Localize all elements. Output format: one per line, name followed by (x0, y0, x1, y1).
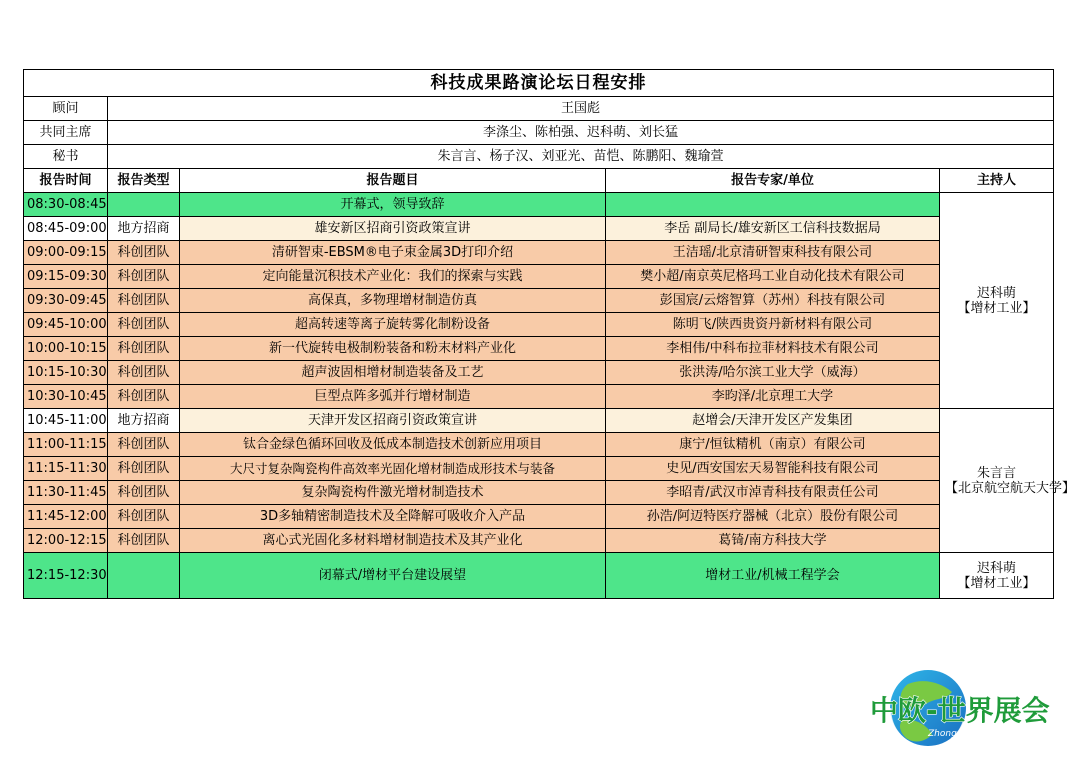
row-expert: 李相伟/中科布拉菲材料技术有限公司 (606, 337, 940, 361)
row-topic: 开幕式，领导致辞 (180, 193, 606, 217)
secretary-label: 秘书 (24, 145, 108, 169)
row-time: 09:45-10:00 (24, 313, 108, 337)
row-type: 科创团队 (108, 385, 180, 409)
row-type (108, 193, 180, 217)
schedule-row (24, 481, 1054, 505)
row-time: 12:00-12:15 (24, 529, 108, 553)
schedule-row (24, 457, 1054, 481)
schedule-row (24, 505, 1054, 529)
row-expert: 赵增会/天津开发区产发集团 (606, 409, 940, 433)
header-topic: 报告题目 (180, 169, 606, 193)
header-type: 报告类型 (108, 169, 180, 193)
row-topic: 超声波固相增材制造装备及工艺 (180, 361, 606, 385)
row-time: 11:15-11:30 (24, 457, 108, 481)
host-cell (940, 553, 1054, 599)
schedule-row (24, 241, 1054, 265)
row-type: 地方招商 (108, 409, 180, 433)
row-expert: 陈明飞/陕西贵资丹新材料有限公司 (606, 313, 940, 337)
meta-row-advisor (24, 97, 1054, 121)
row-time: 11:00-11:15 (24, 433, 108, 457)
meta-row-chairs (24, 121, 1054, 145)
host-cell (940, 193, 1054, 409)
row-time: 10:15-10:30 (24, 361, 108, 385)
host-org: 【增材工业】 (957, 575, 1036, 591)
schedule-row (24, 385, 1054, 409)
logo-text: 中欧-世界展会 (870, 694, 1050, 727)
row-expert: 康宁/恒钛精机（南京）有限公司 (606, 433, 940, 457)
row-topic: 新一代旋转电极制粉装备和粉末材料产业化 (180, 337, 606, 361)
row-type: 科创团队 (108, 457, 180, 481)
row-type: 科创团队 (108, 361, 180, 385)
row-expert: 增材工业/机械工程学会 (606, 553, 940, 599)
zhongou-expo-logo (868, 664, 1068, 756)
row-time: 11:30-11:45 (24, 481, 108, 505)
row-expert: 李岳 副局长/雄安新区工信科技数据局 (606, 217, 940, 241)
row-time: 11:45-12:00 (24, 505, 108, 529)
schedule-row (24, 265, 1054, 289)
row-topic: 钛合金绿色循环回收及低成本制造技术创新应用项目 (180, 433, 606, 457)
row-expert: 孙浩/阿迈特医疗器械（北京）股份有限公司 (606, 505, 940, 529)
schedule-row (24, 193, 1054, 217)
row-expert: 史见/西安国宏天易智能科技有限公司 (606, 457, 940, 481)
header-row (24, 169, 1054, 193)
row-type: 科创团队 (108, 481, 180, 505)
host-name: 迟科萌 (977, 285, 1017, 301)
row-type: 科创团队 (108, 337, 180, 361)
page-title: 科技成果路演论坛日程安排 (24, 70, 1054, 97)
schedule-row (24, 361, 1054, 385)
row-topic: 天津开发区招商引资政策宣讲 (180, 409, 606, 433)
title-row (24, 70, 1054, 97)
row-topic: 巨型点阵多弧并行增材制造 (180, 385, 606, 409)
row-expert: 张洪涛/哈尔滨工业大学（威海） (606, 361, 940, 385)
row-topic: 雄安新区招商引资政策宣讲 (180, 217, 606, 241)
schedule-row-closing (24, 553, 1054, 599)
row-time: 10:00-10:15 (24, 337, 108, 361)
schedule-row (24, 409, 1054, 433)
row-topic: 3D多轴精密制造技术及全降解可吸收介入产品 (180, 505, 606, 529)
schedule-row (24, 433, 1054, 457)
row-time: 08:30-08:45 (24, 193, 108, 217)
meta-row-secretary (24, 145, 1054, 169)
chairs-value: 李涤尘、陈柏强、迟科萌、刘长猛 (108, 121, 1054, 145)
host-org: 【增材工业】 (957, 300, 1036, 316)
secretary-value: 朱言言、杨子汉、刘亚光、苗恺、陈鹏阳、魏瑜萱 (108, 145, 1054, 169)
row-type: 科创团队 (108, 313, 180, 337)
row-expert: 王洁瑶/北京清研智束科技有限公司 (606, 241, 940, 265)
row-time: 09:00-09:15 (24, 241, 108, 265)
row-type: 科创团队 (108, 433, 180, 457)
schedule-row (24, 313, 1054, 337)
row-type: 科创团队 (108, 505, 180, 529)
row-time: 10:45-11:00 (24, 409, 108, 433)
row-expert: 葛锜/南方科技大学 (606, 529, 940, 553)
header-host: 主持人 (940, 169, 1054, 193)
row-expert: 李昀泽/北京理工大学 (606, 385, 940, 409)
row-topic: 定向能量沉积技术产业化：我们的探索与实践 (180, 265, 606, 289)
row-time: 12:15-12:30 (24, 553, 108, 599)
row-type: 科创团队 (108, 289, 180, 313)
row-time: 10:30-10:45 (24, 385, 108, 409)
row-expert (606, 193, 940, 217)
advisor-label: 顾问 (24, 97, 108, 121)
header-time: 报告时间 (24, 169, 108, 193)
schedule-row (24, 337, 1054, 361)
row-type (108, 553, 180, 599)
chairs-label: 共同主席 (24, 121, 108, 145)
host-name: 朱言言 (977, 465, 1017, 481)
host-org: 【北京航空航天大学】 (945, 480, 1076, 496)
row-topic: 大尺寸复杂陶瓷构件高效率光固化增材制造成形技术与装备 (180, 457, 606, 481)
row-topic: 离心式光固化多材料增材制造技术及其产业化 (180, 529, 606, 553)
host-cell (940, 409, 1076, 553)
logo-subtext: ZhongOu Expo (928, 729, 995, 739)
row-time: 09:15-09:30 (24, 265, 108, 289)
row-expert: 彭国宸/云熔智算（苏州）科技有限公司 (606, 289, 940, 313)
row-topic: 超高转速等离子旋转雾化制粉设备 (180, 313, 606, 337)
row-type: 科创团队 (108, 241, 180, 265)
row-type: 地方招商 (108, 217, 180, 241)
row-time: 08:45-09:00 (24, 217, 108, 241)
header-expert: 报告专家/单位 (606, 169, 940, 193)
row-type: 科创团队 (108, 529, 180, 553)
row-type: 科创团队 (108, 265, 180, 289)
advisor-value: 王国彪 (108, 97, 1054, 121)
schedule-table (23, 69, 1076, 599)
host-name: 迟科萌 (977, 560, 1017, 576)
row-topic: 复杂陶瓷构件激光增材制造技术 (180, 481, 606, 505)
row-expert: 樊小超/南京英尼格玛工业自动化技术有限公司 (606, 265, 940, 289)
schedule-row (24, 217, 1054, 241)
row-topic: 闭幕式/增材平台建设展望 (180, 553, 606, 599)
row-expert: 李昭青/武汉市淖青科技有限责任公司 (606, 481, 940, 505)
schedule-row (24, 289, 1054, 313)
schedule-row (24, 529, 1054, 553)
row-time: 09:30-09:45 (24, 289, 108, 313)
row-topic: 清研智束-EBSM®电子束金属3D打印介绍 (180, 241, 606, 265)
row-topic: 高保真，多物理增材制造仿真 (180, 289, 606, 313)
